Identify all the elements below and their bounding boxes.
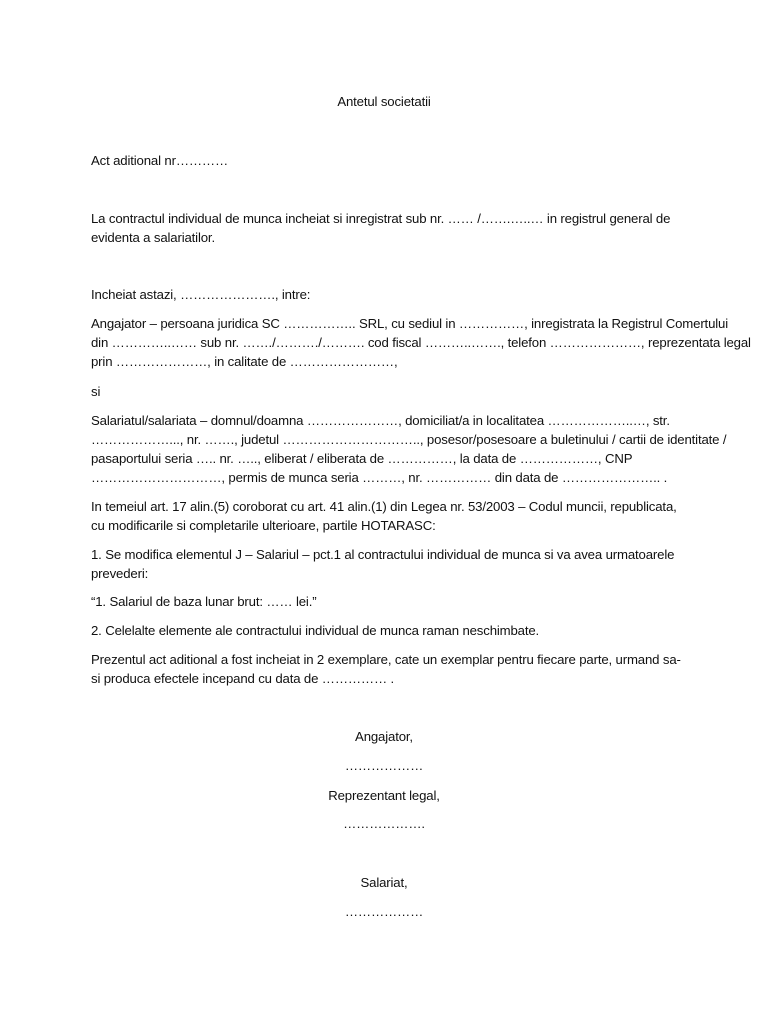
employee-signature-label: Salariat,: [360, 875, 408, 890]
intro-line-2: evidenta a salariatilor.: [91, 230, 215, 245]
employee-signature-dots: ………………: [344, 904, 424, 919]
closing-line-2: si produca efectele incepand cu data de …………… .: [91, 671, 395, 686]
employee-line-3: pasaportului seria ….. nr. ….., eliberat / eliberata de ……………, la data de ………………, CNP: [91, 451, 633, 466]
legal-rep-signature-label: Reprezentant legal,: [328, 788, 440, 803]
employer-line-3: prin …………………, in calitate de ……………………,: [91, 354, 398, 369]
employee-line-1: Salariatul/salariata – domnul/doamna …………………, domiciliat/a in localitatea ………………..…, str.: [91, 413, 670, 428]
and-connector: si: [91, 384, 101, 399]
legal-rep-signature-dots: ……………….: [343, 816, 425, 831]
employer-line-2: din …………..…… sub nr. ……./………./………. cod fiscal ………..……., telefon …………………, reprezentata legal: [91, 335, 751, 350]
employer-signature-dots: ………………: [344, 758, 424, 773]
employer-signature-label: Angajator,: [355, 729, 413, 744]
concluded-line: Incheiat astazi, …………………., intre:: [91, 287, 311, 302]
point1-line-1: 1. Se modifica elementul J – Salariul – pct.1 al contractului individual de munca si va avea urmatoarele: [91, 547, 675, 562]
employer-line-1: Angajator – persoana juridica SC …………….. SRL, cu sediul in ……………, inregistrata la Registrul Comertului: [91, 316, 728, 331]
act-title: Act aditional nr…………: [91, 153, 228, 168]
intro-line-1: La contractul individual de munca incheiat si inregistrat sub nr. …… /…….…..… in registrul general de: [91, 211, 671, 226]
point1-line-2: prevederi:: [91, 566, 149, 581]
salary-quote: “1. Salariul de baza lunar brut: …… lei.”: [91, 594, 317, 609]
employee-line-4: …………………………, permis de munca seria ………, nr. …………… din data de ………………….. .: [91, 470, 668, 485]
point2-line: 2. Celelalte elemente ale contractului individual de munca raman neschimbate.: [91, 623, 540, 638]
letterhead-placeholder: Antetul societatii: [337, 94, 431, 109]
closing-line-1: Prezentul act aditional a fost incheiat in 2 exemplare, cate un exemplar pentru fiecare parte, urmand sa-: [91, 652, 681, 667]
legal-basis-line-2: cu modificarile si completarile ulterioare, partile HOTARASC:: [91, 518, 436, 533]
employee-line-2: ………………..., nr. ……., judetul ………………………….., posesor/posesoare a buletinului / cartii de identitate /: [91, 432, 727, 447]
legal-basis-line-1: In temeiul art. 17 alin.(5) coroborat cu art. 41 alin.(1) din Legea nr. 53/2003 – Codul muncii, republicata,: [91, 499, 677, 514]
